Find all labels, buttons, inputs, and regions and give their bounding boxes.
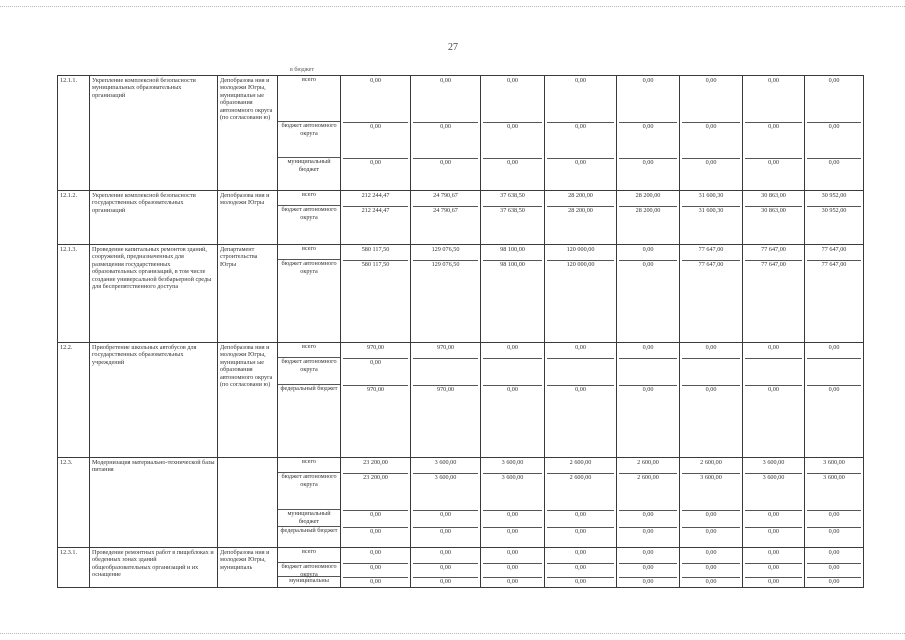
value: 0,00 bbox=[807, 549, 861, 564]
value: 0,00 bbox=[745, 549, 802, 564]
value: 120 000,00 bbox=[566, 261, 595, 268]
value: 0,00 bbox=[705, 578, 717, 585]
row-name-cell: Укрепление комплексной безопасности муниципальных образовательных организаций bbox=[90, 76, 218, 191]
value-cell bbox=[411, 191, 481, 245]
value: 212 244,47 bbox=[361, 207, 390, 214]
value: 0,00 bbox=[619, 344, 677, 359]
value-cell bbox=[743, 343, 805, 458]
funding-source: бюджет автономного округа bbox=[278, 122, 340, 158]
funding-source: всего bbox=[278, 343, 340, 358]
value-cell bbox=[805, 458, 864, 548]
value-cell bbox=[341, 343, 411, 458]
value: 0,00 bbox=[619, 549, 677, 564]
value-cell bbox=[743, 76, 805, 191]
value: 98 100,00 bbox=[500, 261, 525, 268]
value: 0,00 bbox=[575, 578, 586, 585]
value: 0,00 bbox=[745, 564, 802, 578]
row-code-cell: 12.1.1. bbox=[58, 76, 90, 191]
value: 0,00 bbox=[828, 159, 840, 166]
value: 0,00 bbox=[547, 77, 614, 123]
value: 0,00 bbox=[547, 549, 614, 564]
value: 0,00 bbox=[413, 77, 478, 123]
value-cell bbox=[341, 548, 411, 588]
value: 0,00 bbox=[828, 386, 840, 393]
value-cell bbox=[481, 245, 545, 343]
value: 30 863,00 bbox=[745, 192, 802, 207]
value: 77 647,00 bbox=[821, 261, 847, 268]
value-cell bbox=[481, 343, 545, 458]
value-cell bbox=[617, 548, 680, 588]
scan-edge-top bbox=[0, 6, 905, 7]
value bbox=[413, 359, 478, 386]
value: 0,00 bbox=[507, 159, 518, 166]
value: 3 600,00 bbox=[483, 459, 542, 474]
row-executor-cell: Депобразова ния и молодежи Югры bbox=[218, 191, 278, 245]
value: 0,00 bbox=[619, 123, 677, 159]
value: 0,00 bbox=[483, 511, 542, 528]
value: 0,00 bbox=[507, 578, 518, 585]
value: 129 076,50 bbox=[413, 246, 478, 261]
table-row bbox=[58, 458, 864, 548]
value-cell bbox=[481, 76, 545, 191]
value: 0,00 bbox=[768, 159, 779, 166]
row-code-cell: 12.3. bbox=[58, 458, 90, 548]
value: 580 117,50 bbox=[361, 261, 390, 268]
table-row bbox=[58, 245, 864, 343]
value-cell bbox=[545, 191, 617, 245]
value-cell bbox=[341, 191, 411, 245]
value-cell bbox=[680, 458, 743, 548]
row-code-cell: 12.1.3. bbox=[58, 245, 90, 343]
value: 0,00 bbox=[343, 511, 408, 528]
value: 0,00 bbox=[483, 549, 542, 564]
value-cell bbox=[545, 245, 617, 343]
value: 31 600,30 bbox=[698, 207, 724, 214]
value-cell bbox=[617, 343, 680, 458]
row-name-cell: Проведение ремонтных работ в пищеблоках и обеденных зонах зданий общеобразовательных организаций и их оснащение bbox=[90, 548, 218, 588]
value: 0,00 bbox=[413, 549, 478, 564]
page-number: 27 bbox=[448, 42, 458, 53]
value-cell bbox=[545, 343, 617, 458]
value: 0,00 bbox=[619, 511, 677, 528]
value-cell bbox=[341, 458, 411, 548]
value: 0,00 bbox=[705, 386, 717, 393]
scan-edge-bottom bbox=[0, 633, 905, 634]
value: 0,00 bbox=[807, 123, 861, 159]
value: 0,00 bbox=[440, 578, 451, 585]
value-cell bbox=[481, 548, 545, 588]
row-name-cell: Модернизация материально-технической базы питания bbox=[90, 458, 218, 548]
value-cell bbox=[617, 191, 680, 245]
continuation-fragment: в бюджет bbox=[290, 67, 314, 73]
funding-source: бюджет автономного округа bbox=[278, 473, 340, 510]
value: 3 600,00 bbox=[745, 474, 802, 511]
funding-source: бюджет автономного округа bbox=[278, 358, 340, 385]
value: 0,00 bbox=[343, 564, 408, 578]
row-name-cell: Укрепление комплексной безопасности государственных образовательных организаций bbox=[90, 191, 218, 245]
funding-source-cell bbox=[278, 76, 341, 191]
value: 37 638,50 bbox=[483, 192, 542, 207]
value-cell bbox=[411, 548, 481, 588]
value: 0,00 bbox=[807, 511, 861, 528]
funding-source: бюджет автономного округа bbox=[278, 563, 340, 577]
value-cell bbox=[341, 76, 411, 191]
value: 3 600,00 bbox=[682, 474, 740, 511]
value: 0,00 bbox=[483, 344, 542, 359]
value-cell bbox=[805, 76, 864, 191]
value: 30 952,00 bbox=[807, 192, 861, 207]
row-code-cell: 12.3.1. bbox=[58, 548, 90, 588]
value: 0,00 bbox=[547, 511, 614, 528]
value: 0,00 bbox=[619, 564, 677, 578]
value: 98 100,00 bbox=[483, 246, 542, 261]
value: 77 647,00 bbox=[761, 261, 786, 268]
funding-source: бюджет автономного округа bbox=[281, 260, 337, 275]
value: 0,00 bbox=[413, 123, 478, 159]
value: 0,00 bbox=[705, 528, 717, 535]
value: 0,00 bbox=[682, 549, 740, 564]
value: 0,00 bbox=[745, 511, 802, 528]
funding-source-cell bbox=[278, 191, 341, 245]
funding-source: муниципальный бюджет bbox=[278, 510, 340, 527]
table-row bbox=[58, 191, 864, 245]
funding-source: всего bbox=[278, 458, 340, 473]
funding-source: всего bbox=[278, 548, 340, 563]
value: 0,00 bbox=[642, 159, 654, 166]
value: 0,00 bbox=[682, 344, 740, 359]
value: 212 244,47 bbox=[343, 192, 408, 207]
value: 0,00 bbox=[745, 123, 802, 159]
funding-source-cell bbox=[278, 458, 341, 548]
value bbox=[619, 359, 677, 386]
value: 0,00 bbox=[343, 549, 408, 564]
value-cell bbox=[680, 343, 743, 458]
funding-source: всего bbox=[278, 76, 340, 122]
value: 31 600,30 bbox=[682, 192, 740, 207]
value: 0,00 bbox=[807, 344, 861, 359]
value: 24 790,67 bbox=[413, 192, 478, 207]
value-cell bbox=[411, 76, 481, 191]
row-name-cell: Проведение капитальных ремонтов зданий, сооружений, предназначенных для размещения государственных образовательных организаций, в том числе создание универсальной безбарьерной среды для беспрепятственного доступа bbox=[90, 245, 218, 343]
value: 970,00 bbox=[343, 344, 408, 359]
value: 0,00 bbox=[343, 359, 408, 386]
value: 3 600,00 bbox=[483, 474, 542, 511]
row-name-cell: Приобретение школьных автобусов для государственных образовательных учреждений bbox=[90, 343, 218, 458]
value: 2 600,00 bbox=[619, 474, 677, 511]
value: 23 200,00 bbox=[343, 459, 408, 474]
value: 3 600,00 bbox=[745, 459, 802, 474]
value: 24 790,67 bbox=[433, 207, 458, 214]
value: 0,00 bbox=[343, 77, 408, 123]
row-executor-cell bbox=[218, 458, 278, 548]
table-row bbox=[58, 343, 864, 458]
row-executor-cell: Депобразова ния и молодежи Югры, муниципальн ые образования автономного округа (по согласовани ю) bbox=[218, 76, 278, 191]
value: 30 863,00 bbox=[761, 207, 786, 214]
value: 0,00 bbox=[440, 159, 451, 166]
value-cell bbox=[805, 343, 864, 458]
value: 0,00 bbox=[619, 77, 677, 123]
funding-source: федеральный бюджет bbox=[280, 527, 338, 534]
value: 0,00 bbox=[575, 528, 586, 535]
value-cell bbox=[805, 245, 864, 343]
funding-source: муниципальный бюджет bbox=[287, 158, 331, 173]
value: 23 200,00 bbox=[343, 474, 408, 511]
value: 0,00 bbox=[575, 159, 586, 166]
value-cell bbox=[411, 458, 481, 548]
value: 0,00 bbox=[619, 246, 677, 261]
value: 0,00 bbox=[642, 528, 654, 535]
value: 0,00 bbox=[413, 564, 478, 578]
value-cell bbox=[680, 548, 743, 588]
table-row bbox=[58, 76, 864, 191]
value-cell bbox=[481, 191, 545, 245]
value: 0,00 bbox=[682, 511, 740, 528]
funding-source: федеральный бюджет bbox=[280, 385, 338, 392]
value: 120 000,00 bbox=[547, 246, 614, 261]
value-cell bbox=[805, 191, 864, 245]
funding-source: всего bbox=[278, 245, 340, 260]
value: 0,00 bbox=[768, 578, 779, 585]
value bbox=[745, 359, 802, 386]
value-cell bbox=[743, 458, 805, 548]
value bbox=[682, 359, 740, 386]
row-executor-cell: Депобразова ния и молодежи Югры, муниципальн ые образования автономного округа (по согласовани ю) bbox=[218, 343, 278, 458]
value: 0,00 bbox=[413, 511, 478, 528]
value-cell bbox=[617, 458, 680, 548]
value: 129 076,50 bbox=[431, 261, 460, 268]
value: 37 638,50 bbox=[500, 207, 525, 214]
value bbox=[547, 359, 614, 386]
value: 0,00 bbox=[547, 564, 614, 578]
value: 0,00 bbox=[483, 564, 542, 578]
table-row bbox=[58, 548, 864, 588]
value bbox=[807, 359, 861, 386]
row-code-cell: 12.1.2. bbox=[58, 191, 90, 245]
value: 28 200,00 bbox=[635, 207, 661, 214]
value: 0,00 bbox=[483, 123, 542, 159]
value: 3 600,00 bbox=[807, 459, 861, 474]
value: 970,00 bbox=[436, 386, 454, 393]
value: 580 117,50 bbox=[343, 246, 408, 261]
value: 0,00 bbox=[768, 528, 779, 535]
value-cell bbox=[743, 245, 805, 343]
value: 0,00 bbox=[370, 159, 381, 166]
value-cell bbox=[481, 458, 545, 548]
value: 77 647,00 bbox=[698, 261, 724, 268]
value-cell bbox=[545, 548, 617, 588]
value: 0,00 bbox=[745, 77, 802, 123]
funding-source: всего bbox=[278, 191, 340, 206]
value: 0,00 bbox=[547, 123, 614, 159]
funding-source-cell bbox=[278, 343, 341, 458]
value: 0,00 bbox=[547, 344, 614, 359]
value: 0,00 bbox=[807, 77, 861, 123]
value: 30 952,00 bbox=[821, 207, 847, 214]
value: 0,00 bbox=[705, 159, 717, 166]
value: 0,00 bbox=[828, 528, 840, 535]
funding-source: муниципальны bbox=[289, 577, 329, 584]
value: 3 600,00 bbox=[413, 459, 478, 474]
value-cell bbox=[411, 245, 481, 343]
value: 0,00 bbox=[370, 528, 381, 535]
value: 0,00 bbox=[575, 386, 586, 393]
value-cell bbox=[617, 76, 680, 191]
value: 0,00 bbox=[370, 578, 381, 585]
value: 2 600,00 bbox=[682, 459, 740, 474]
value: 2 600,00 bbox=[619, 459, 677, 474]
funding-source-cell bbox=[278, 548, 341, 588]
value: 0,00 bbox=[682, 77, 740, 123]
value-cell bbox=[411, 343, 481, 458]
value-cell bbox=[545, 76, 617, 191]
value: 28 200,00 bbox=[568, 207, 593, 214]
value bbox=[483, 359, 542, 386]
value: 0,00 bbox=[483, 77, 542, 123]
value: 3 600,00 bbox=[807, 474, 861, 511]
value: 0,00 bbox=[682, 123, 740, 159]
value: 0,00 bbox=[768, 386, 779, 393]
row-executor-cell: Депобразова ния и молодежи Югры, муниципаль bbox=[218, 548, 278, 588]
value: 2 600,00 bbox=[547, 459, 614, 474]
value: 77 647,00 bbox=[807, 246, 861, 261]
value: 77 647,00 bbox=[745, 246, 802, 261]
row-executor-cell: Департамент строительства Югры bbox=[218, 245, 278, 343]
value: 0,00 bbox=[745, 344, 802, 359]
value-cell bbox=[680, 76, 743, 191]
value: 28 200,00 bbox=[547, 192, 614, 207]
value: 0,00 bbox=[828, 578, 840, 585]
value: 3 600,00 bbox=[413, 474, 478, 511]
value: 0,00 bbox=[343, 123, 408, 159]
value: 2 600,00 bbox=[547, 474, 614, 511]
value: 0,00 bbox=[682, 564, 740, 578]
value: 970,00 bbox=[366, 386, 384, 393]
row-code-cell: 12.2. bbox=[58, 343, 90, 458]
value: 0,00 bbox=[807, 564, 861, 578]
value-cell bbox=[341, 245, 411, 343]
funding-source: бюджет автономного округа bbox=[281, 206, 337, 221]
value: 0,00 bbox=[642, 578, 654, 585]
value: 77 647,00 bbox=[682, 246, 740, 261]
value-cell bbox=[617, 245, 680, 343]
value-cell bbox=[743, 548, 805, 588]
value: 0,00 bbox=[440, 528, 451, 535]
value: 0,00 bbox=[642, 386, 654, 393]
value: 0,00 bbox=[642, 261, 654, 268]
value: 28 200,00 bbox=[619, 192, 677, 207]
value-cell bbox=[680, 191, 743, 245]
value: 970,00 bbox=[413, 344, 478, 359]
value-cell bbox=[743, 191, 805, 245]
program-activities-table bbox=[57, 75, 864, 588]
value-cell bbox=[545, 458, 617, 548]
value-cell bbox=[680, 245, 743, 343]
value: 0,00 bbox=[507, 528, 518, 535]
value: 0,00 bbox=[507, 386, 518, 393]
value-cell bbox=[805, 548, 864, 588]
funding-source-cell bbox=[278, 245, 341, 343]
